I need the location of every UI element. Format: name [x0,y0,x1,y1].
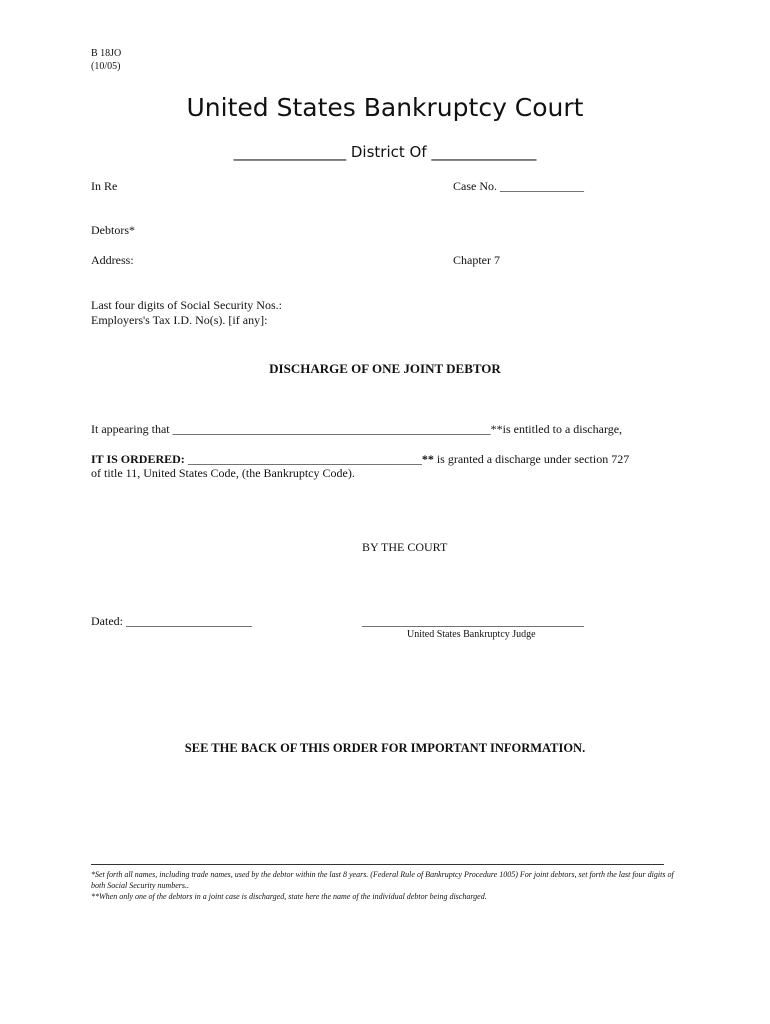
appearing-statement: It appearing that _____________________________________________________**is entitled to a discharge, [91,422,623,436]
judge-title: United States Bankruptcy Judge [407,629,536,640]
case-number-field: Case No. ______________ [453,179,584,193]
order-heading: DISCHARGE OF ONE JOINT DEBTOR [269,361,501,376]
ordered-statement-continued: of title 11, United States Code, (the Bankruptcy Code). [91,466,355,480]
footnotes [91,869,681,902]
footnote-2: **When only one of the debtors in a joint case is discharged, state here the name of the individual debtor being discharged. [91,892,487,901]
form-code [91,47,121,73]
signature-line: _____________________________________ [362,614,584,628]
footnote-marker: ** [421,452,434,466]
back-notice: SEE THE BACK OF THIS ORDER FOR IMPORTANT INFORMATION. [184,741,586,755]
ordered-statement [91,452,629,466]
chapter-label: Chapter 7 [453,253,500,267]
district-line: _______________ District Of ______________ [233,143,537,161]
footnote-1: *Set forth all names, including trade names, used by the debtor within the last 8 years. (Federal Rule of Bankruptcy Procedure 1005) For joint debtors, set forth the last four digits of both Social Security numbers.. [91,870,674,890]
ssn-label: Last four digits of Social Security Nos.: [91,298,282,312]
ordered-label: IT IS ORDERED: [91,452,185,466]
tax-id-label: Employers's Tax I.D. No(s). [if any]: [91,313,268,327]
ordered-rest: is granted a discharge under section 727 [433,452,630,466]
court-title: United States Bankruptcy Court [186,93,584,122]
address-label: Address: [91,253,134,267]
debtor-name-blank: _______________________________________ [184,452,422,466]
debtors-label: Debtors* [91,223,135,237]
in-re-label: In Re [91,179,118,193]
by-the-court: BY THE COURT [362,540,448,554]
footnote-divider [91,864,664,865]
form-revision-date: (10/05) [91,61,121,72]
dated-field: Dated: _____________________ [91,614,252,628]
form-number: B 18JO [91,48,122,59]
